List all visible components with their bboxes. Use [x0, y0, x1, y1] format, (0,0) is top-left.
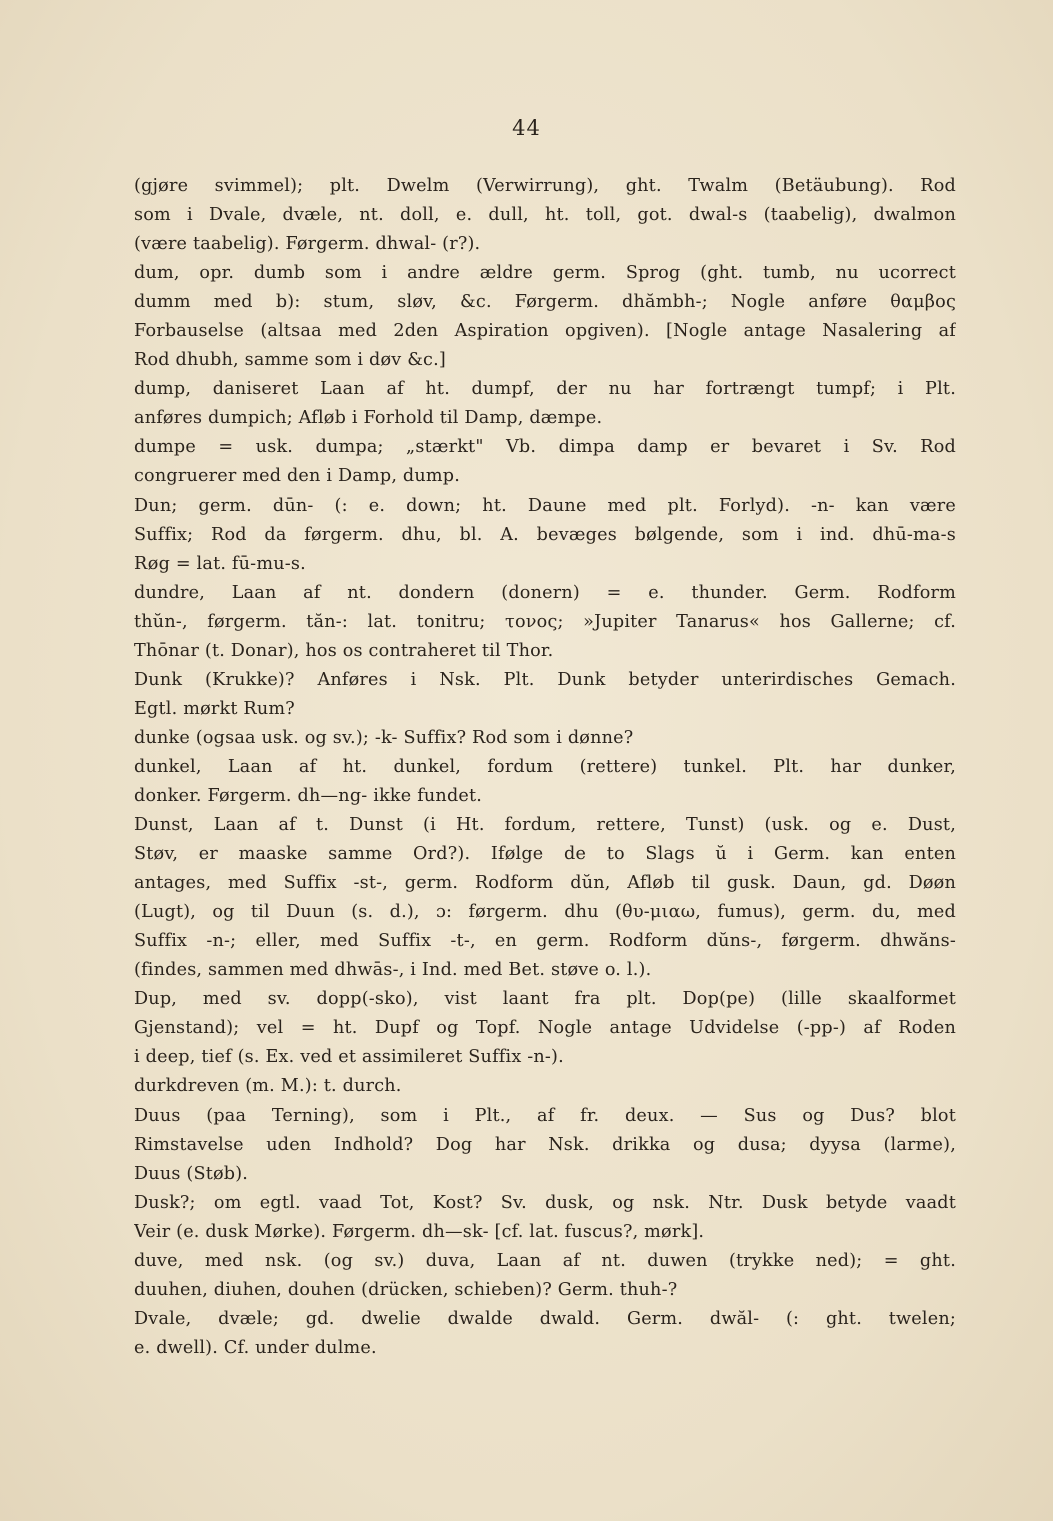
text-line: dum, opr. dumb som i andre ældre germ. Sprog (ght. tumb, nu ucorrect [134, 263, 956, 284]
text-line: Dunk (Krukke)? Anføres i Nsk. Plt. Dunk betyder unterirdisches Gemach. [134, 669, 956, 690]
text-line: anføres dumpich; Afløb i Forhold til Damp, dæmpe. [134, 408, 603, 429]
text-line: Egtl. mørkt Rum? [134, 698, 295, 719]
text-line: congruerer med den i Damp, dump. [134, 466, 461, 487]
text-line: duve, med nsk. (og sv.) duva, Laan af nt. duwen (trykke ned); = ght. [134, 1250, 956, 1271]
text-line: Suffix; Rod da førgerm. dhu, bl. A. bevæges bølgende, som i ind. dhū-ma-s [134, 524, 956, 545]
text-line: Forbauselse (altsaa med 2den Aspiration opgiven). [Nogle antage Nasalering af [134, 321, 956, 342]
text-line: Veir (e. dusk Mørke). Førgerm. dh—sk- [cf. lat. fuscus?, mørk]. [134, 1221, 705, 1242]
text-line: Dup, med sv. dopp(-sko), vist laant fra plt. Dop(pe) (lille skaalformet [134, 989, 956, 1010]
text-line: Dunst, Laan af t. Dunst (i Ht. fordum, rettere, Tunst) (usk. og e. Dust, [134, 815, 956, 836]
text-line: Duus (Støb). [134, 1163, 249, 1184]
text-line: som i Dvale, dvæle, nt. doll, e. dull, ht. toll, got. dwal-s (taabelig), dwalmon [134, 205, 956, 226]
text-line: durkdreven (m. M.): t. durch. [134, 1076, 402, 1097]
text-line: donker. Førgerm. dh—ng- ikke fundet. [134, 785, 483, 806]
text-line: Thōnar (t. Donar), hos os contraheret til Thor. [134, 640, 554, 661]
text-line: dundre, Laan af nt. dondern (donern) = e. thunder. Germ. Rodform [134, 582, 956, 603]
text-line: dunke (ogsaa usk. og sv.); -k- Suffix? Rod som i dønne? [134, 727, 634, 748]
text-line: e. dwell). Cf. under dulme. [134, 1337, 377, 1358]
text-line: (gjøre svimmel); plt. Dwelm (Verwirrung), ght. Twalm (Betäubung). Rod [134, 176, 956, 196]
text-line: duuhen, diuhen, douhen (drücken, schieben)? Germ. thuh-? [134, 1279, 678, 1300]
text-line: Duus (paa Terning), som i Plt., af fr. deux. — Sus og Dus? blot [134, 1105, 956, 1126]
text-line: Rod dhubh, samme som i døv &c.] [134, 350, 446, 371]
text-line: Rimstavelse uden Indhold? Dog har Nsk. drikka og dusa; dyysa (larme), [134, 1134, 956, 1155]
text-line: Dvale, dvæle; gd. dwelie dwalde dwald. Germ. dwăl- (: ght. twelen; [134, 1308, 956, 1329]
text-line: antages, med Suffix -st-, germ. Rodform dŭn, Afløb til gusk. Daun, gd. Døøn [134, 873, 956, 894]
dictionary-entries [134, 172, 956, 1363]
text-line: dunkel, Laan af ht. dunkel, fordum (rettere) tunkel. Plt. har dunker, [134, 756, 956, 777]
page-number: 44 [512, 116, 541, 140]
text-line: (findes, sammen med dhwās-, i Ind. med Bet. støve o. l.). [134, 960, 652, 981]
text-line: Dusk?; om egtl. vaad Tot, Kost? Sv. dusk, og nsk. Ntr. Dusk betyde vaadt [134, 1192, 956, 1213]
text-line: i deep, tief (s. Ex. ved et assimileret Suffix -n-). [134, 1047, 564, 1068]
text-line: Dun; germ. dūn- (: e. down; ht. Daune med plt. Forlyd). -n- kan være [134, 495, 956, 516]
text-line: Støv, er maaske samme Ord?). Ifølge de to Slags ŭ i Germ. kan enten [134, 844, 956, 865]
text-line: (Lugt), og til Duun (s. d.), ɔ: førgerm. dhu (θυ-μιαω, fumus), germ. du, med [134, 902, 956, 923]
text-line: dumpe = usk. dumpa; „stærkt" Vb. dimpa damp er bevaret i Sv. Rod [134, 437, 956, 458]
text-line: Røg = lat. fū-mu-s. [134, 553, 306, 574]
text-line: thŭn-, førgerm. tăn-: lat. tonitru; τονος; »Jupiter Tanarus« hos Gallerne; cf. [134, 611, 956, 632]
text-line: (være taabelig). Førgerm. dhwal- (r?). [134, 234, 481, 255]
text-line: dumm med b): stum, sløv, &c. Førgerm. dhămbh-; Nogle anføre θαμβος [134, 292, 956, 313]
text-line: Suffix -n-; eller, med Suffix -t-, en germ. Rodform dŭns-, førgerm. dhwăns- [134, 931, 956, 952]
text-line: dump, daniseret Laan af ht. dumpf, der nu har fortrængt tumpf; i Plt. [134, 379, 956, 400]
text-line: Gjenstand); vel = ht. Dupf og Topf. Nogle antage Udvidelse (-pp-) af Roden [134, 1018, 956, 1039]
